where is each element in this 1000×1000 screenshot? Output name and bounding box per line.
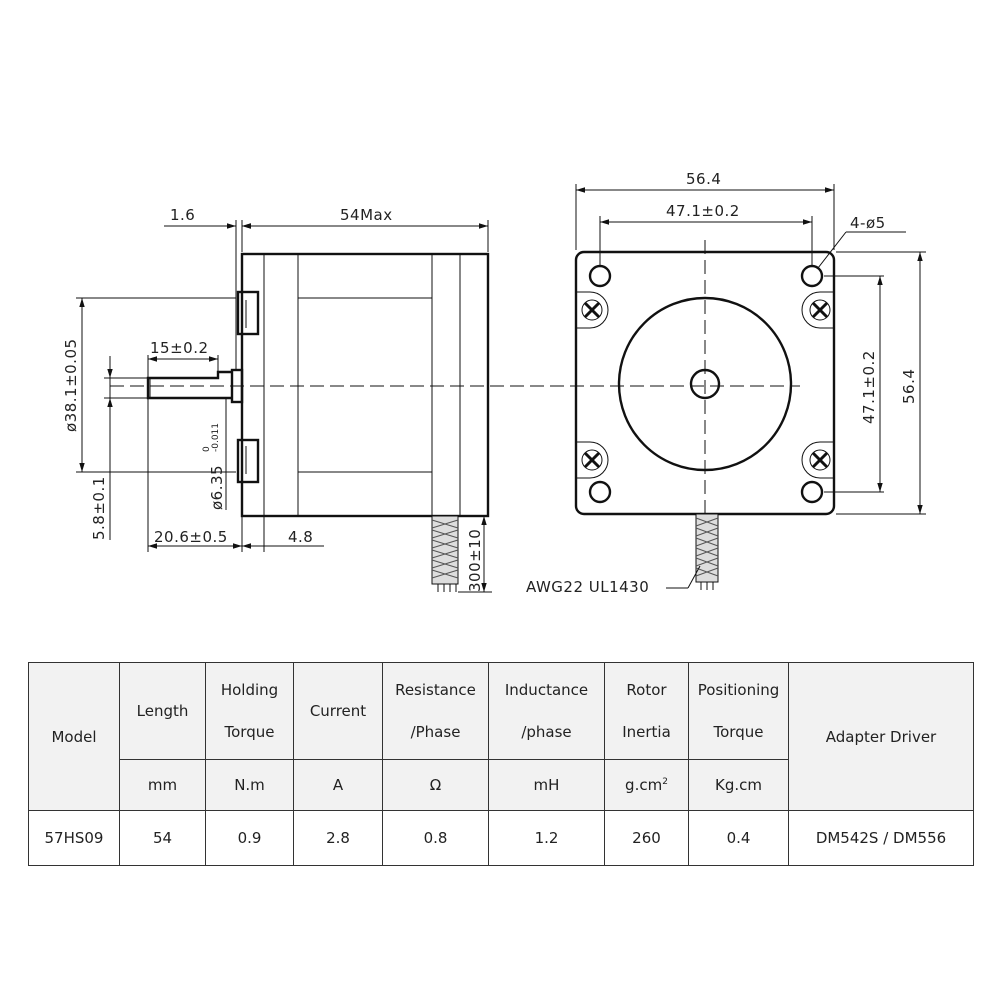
motor-body-outline <box>242 254 488 516</box>
unit-resistance: Ω <box>383 760 489 811</box>
dim-front-width: 56.4 <box>686 170 722 188</box>
dim-shaft-tolerance-bottom: -0.011 <box>211 422 221 452</box>
header-resistance: Resistance /Phase <box>383 663 489 760</box>
mounting-holes <box>590 266 822 502</box>
cell-model: 57HS09 <box>29 811 120 866</box>
header-length: Length <box>120 663 206 760</box>
cell-holding-torque: 0.9 <box>206 811 294 866</box>
unit-length: mm <box>120 760 206 811</box>
side-view <box>62 206 492 592</box>
header-inductance: Inductance /phase <box>489 663 605 760</box>
dim-shaft-flat: 15±0.2 <box>150 339 209 357</box>
cell-resistance: 0.8 <box>383 811 489 866</box>
cell-length: 54 <box>120 811 206 866</box>
front-lead-wires <box>696 514 718 590</box>
dim-front-height: 56.4 <box>900 368 918 404</box>
side-lead-wires <box>432 516 458 592</box>
unit-rotor-inertia: $g.cm^2$ <box>605 760 689 811</box>
dim-boss-height: 4.8 <box>288 528 314 546</box>
dim-shaft-diameter: ø6.35 <box>208 464 226 510</box>
cell-inductance: 1.2 <box>489 811 605 866</box>
dim-flat-depth: 5.8±0.1 <box>90 476 108 540</box>
header-model: Model <box>29 663 120 811</box>
dim-shaft-tolerance-top: 0 <box>202 446 212 452</box>
wire-spec-label: AWG22 UL1430 <box>526 578 650 596</box>
cell-positioning-torque: 0.4 <box>689 811 789 866</box>
dim-hole-spacing-vertical: 47.1±0.2 <box>860 350 878 424</box>
dim-hole-spacing-horizontal: 47.1±0.2 <box>666 202 740 220</box>
cell-current: 2.8 <box>294 811 383 866</box>
header-current: Current <box>294 663 383 760</box>
unit-current: A <box>294 760 383 811</box>
table-row <box>29 811 974 866</box>
dim-lead-length: 300±10 <box>466 528 484 592</box>
cell-rotor-inertia: 260 <box>605 811 689 866</box>
shaft-outline <box>148 372 232 398</box>
cell-adapter-driver: DM542S / DM556 <box>789 811 974 866</box>
header-holding-torque: Holding Torque <box>206 663 294 760</box>
dim-flange-thickness: 1.6 <box>170 206 196 224</box>
unit-positioning-torque: Kg.cm <box>689 760 789 811</box>
dim-mounting-holes: 4-ø5 <box>850 214 886 232</box>
unit-inductance: mH <box>489 760 605 811</box>
dim-boss-diameter: ø38.1±0.05 <box>62 338 80 432</box>
front-view <box>490 170 926 596</box>
header-positioning-torque: Positioning Torque <box>689 663 789 760</box>
header-rotor-inertia: Rotor Inertia <box>605 663 689 760</box>
unit-holding-torque: N.m <box>206 760 294 811</box>
header-adapter-driver: Adapter Driver <box>789 663 974 811</box>
dim-shaft-length: 20.6±0.5 <box>154 528 228 546</box>
spec-table <box>28 662 974 866</box>
dim-body-length: 54Max <box>340 206 393 224</box>
